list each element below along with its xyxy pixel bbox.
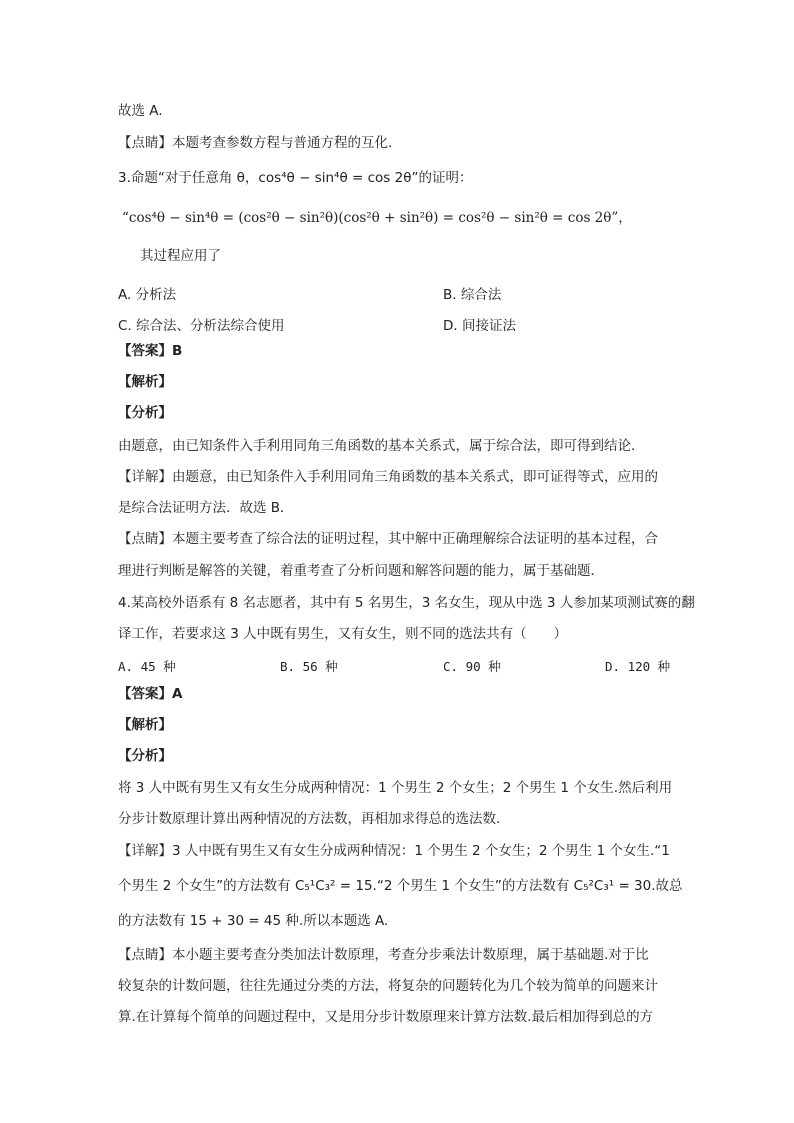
- q3-option-d: D. 间接证法: [443, 318, 516, 334]
- q3-fenxi-heading: 【分析】: [118, 405, 172, 421]
- q4-fenxi-line-1: 将 3 人中既有男生又有女生分成两种情况：1 个男生 2 个女生；2 个男生 1 个女生.然后利用: [118, 780, 673, 796]
- q3-stem-2: 其过程应用了: [140, 248, 221, 264]
- q3-detail-line-1: 【详解】由题意，由已知条件入手利用同角三角函数的基本关系式，即可证得等式，应用的: [118, 469, 658, 485]
- prev-conclusion: 故选 A.: [118, 103, 163, 119]
- q4-option-c: C. 90 种: [443, 659, 501, 674]
- q4-detail-line-3: 的方法数有 15 + 30 = 45 种.所以本题选 A.: [118, 913, 389, 929]
- q3-detail-line-2: 是综合法证明方法．故选 B．: [118, 500, 294, 516]
- q4-note-line-1: 【点睛】本小题主要考查分类加法计数原理，考查分步乘法计数原理，属于基础题.对于比: [118, 947, 649, 963]
- q3-note-line-1: 【点睛】本题主要考查了综合法的证明过程，其中解中正确理解综合法证明的基本过程，合: [118, 531, 658, 547]
- q4-stem-line-1: 4.某高校外语系有 8 名志愿者，其中有 5 名男生，3 名女生，现从中选 3 人参加某项测试赛的翻: [118, 595, 695, 611]
- q4-answer: 【答案】A: [118, 686, 183, 702]
- q3-fenxi-text: 由题意，由已知条件入手利用同角三角函数的基本关系式，属于综合法，即可得到结论．: [118, 438, 645, 454]
- q4-fenxi-line-2: 分步计数原理计算出两种情况的方法数，再相加求得总的选法数.: [118, 811, 501, 827]
- prev-note: 【点睛】本题考查参数方程与普通方程的互化.: [118, 135, 393, 151]
- q3-jiexi-heading: 【解析】: [118, 374, 172, 390]
- q4-stem-line-2: 译工作，若要求这 3 人中既有男生，又有女生，则不同的选法共有（ ）: [118, 626, 568, 642]
- q4-detail-line-2: 个男生 2 个女生”的方法数有 C₅¹C₃² = 15.“2 个男生 1 个女生”的方法数有 C₅²C₃¹ = 30.故总: [118, 878, 683, 894]
- q3-stem: 3.命题“对于任意角 θ，cos⁴θ − sin⁴θ = cos 2θ”的证明：: [118, 170, 473, 186]
- q4-fenxi-heading: 【分析】: [118, 748, 172, 764]
- q3-option-b: B. 综合法: [443, 287, 502, 303]
- q3-answer: 【答案】B: [118, 343, 183, 359]
- q3-option-c: C. 综合法、分析法综合使用: [118, 318, 285, 334]
- q4-option-d: D. 120 种: [605, 659, 671, 674]
- q4-option-b: B. 56 种: [280, 659, 338, 674]
- q4-note-line-2: 较复杂的计数问题，往往先通过分类的方法，将复杂的问题转化为几个较为简单的问题来计: [118, 978, 658, 994]
- q3-note-line-2: 理进行判断是解答的关键，着重考查了分析问题和解答问题的能力，属于基础题．: [118, 563, 604, 579]
- q3-option-a: A. 分析法: [118, 287, 177, 303]
- q4-detail-line-1: 【详解】3 人中既有男生又有女生分成两种情况：1 个男生 2 个女生；2 个男生 1 个女生.“1: [118, 843, 670, 859]
- q3-proof-formula: “cos⁴θ − sin⁴θ = (cos²θ − sin²θ)(cos²θ + sin²θ) = cos²θ − sin²θ = cos 2θ”，: [122, 210, 632, 226]
- q4-note-line-3: 算.在计算每个简单的问题过程中，又是用分步计数原理来计算方法数.最后相加得到总的方: [118, 1009, 654, 1025]
- q4-option-a: A. 45 种: [118, 659, 176, 674]
- q4-jiexi-heading: 【解析】: [118, 717, 172, 733]
